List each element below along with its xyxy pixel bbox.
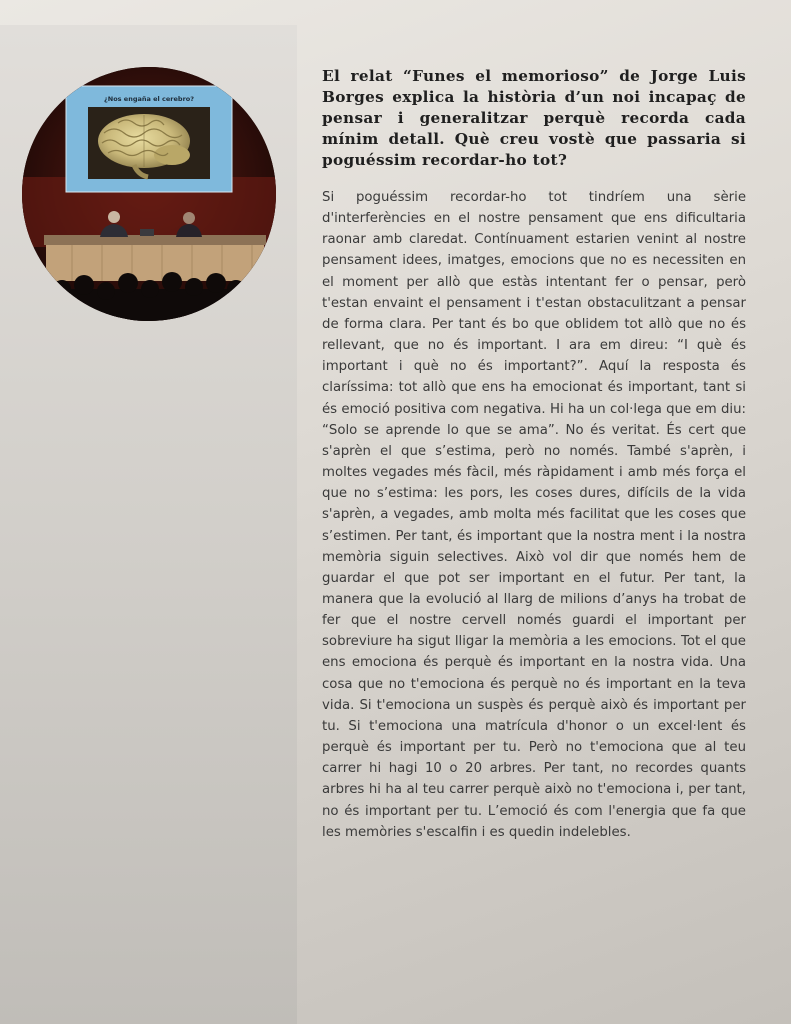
article <box>322 66 746 843</box>
slide-title: ¿Nos engaña el cerebro? <box>103 95 195 103</box>
interview-answer: Si poguéssim recordar-ho tot tindríem una sèrie d'interferències en el nostre pensament que ens dificultaria raonar amb claredat. Contínuament estarien venint al nostre pensament idees, imatges, emocions que no es necessiten en el moment per allò que estàs intentant fer o pensar, però t'estan envaint el pensament i t'estan obstaculitzant a pensar de forma clara. Per tant és bo que oblidem tot allò que no és rellevant, que no és important. I ara em direu: “I què és important i què no és important?”. Aquí la resposta és claríssima: tot allò que ens ha emocionat és important, tant si és emoció positiva com negativa. Hi ha un col·lega que em diu: “Solo se aprende lo que se ama”. No és veritat. És cert que s'aprèn el que s’estima, però no només. També s'aprèn, i moltes vegades més fàcil, més ràpidament i amb més força el que no s’estima: les pors, les coses dures, difícils de la vida s'aprèn, a vegades, amb molta més facilitat que les coses que s’estimen. Per tant, és important que la nostra ment i la nostra memòria siguin selectives. Això vol dir que només hem de guardar el que pot ser important en el futur. Per tant, la manera que la evolució al llarg de milions d’anys ha trobat de fer que el nostre cervell només guardi el important per sobreviure ha sigut lligar la memòria a les emocions. Tot el que ens emociona és perquè és important en la nostra vida. Una cosa que no t'emociona és perquè no és important en la teva vida. Si t'emociona un suspès és perquè això és important per tu. Si t'emociona una matrícula d'honor o un excel·lent és perquè és important per tu. Però no t'emociona que al teu carrer hi hagi 10 o 20 arbres. Per tant, no recordes quants arbres hi ha al teu carrer perquè això no t'emociona i, per tant, no és important per tu. L’emoció és com l'energia que fa que les memòries s'escalfin i es quedin indelebles. <box>322 190 746 840</box>
panel-table <box>46 245 264 281</box>
conference-photo <box>22 67 276 321</box>
interview-question: El relat “Funes el memorioso” de Jorge Luis Borges explica la història d’un noi incapaç de pensar i generalitzar perquè recorda cada mínim detall. Què creu vostè que passaria si poguéssim recordar-ho tot? <box>322 67 746 169</box>
